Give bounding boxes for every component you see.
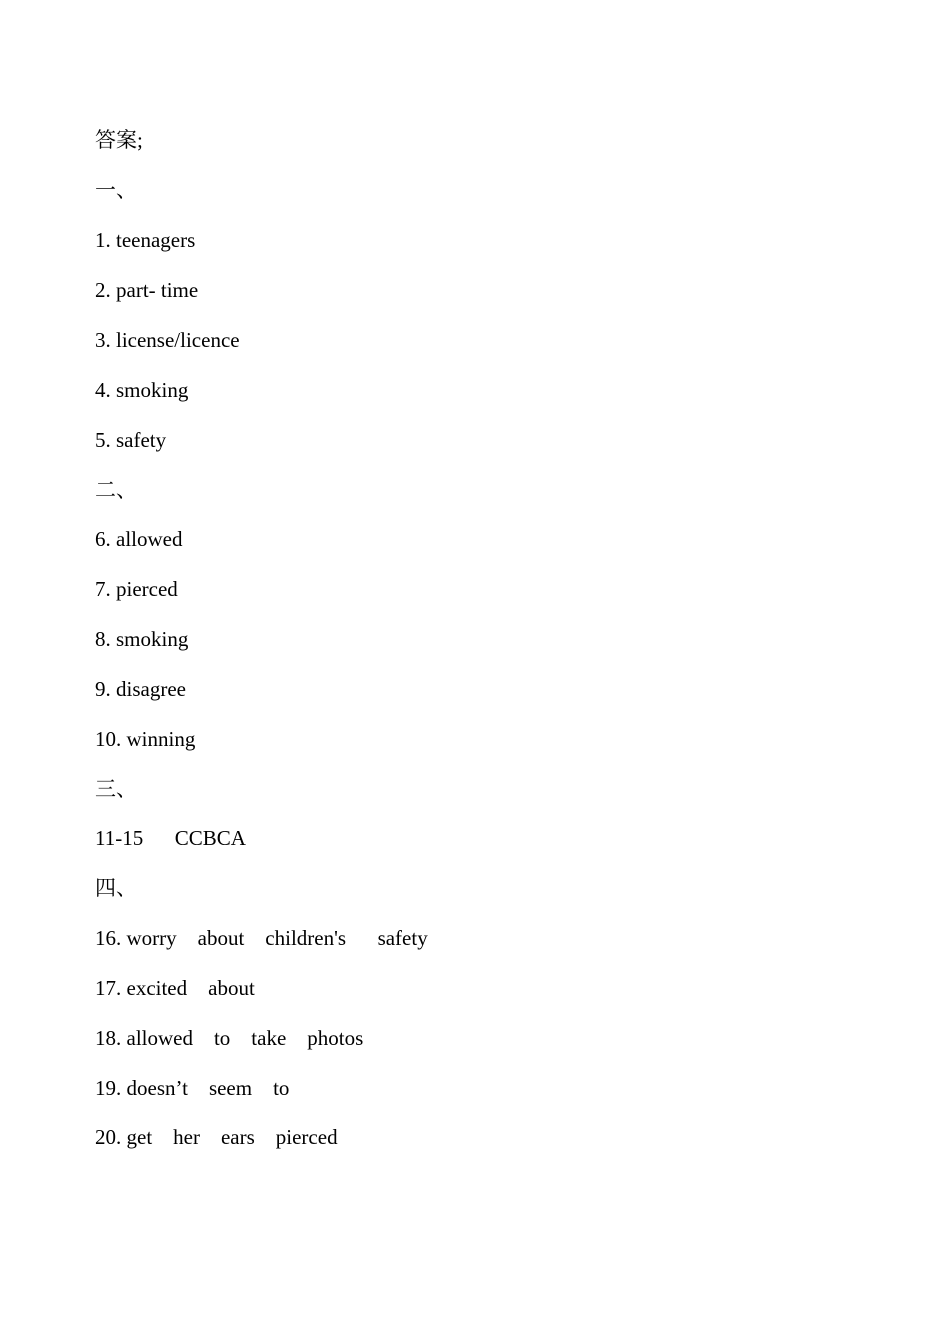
answer-item-1: 1. teenagers [95,228,196,252]
section-heading-4: 四、 [95,876,137,900]
answer-item-2: 2. part- time [95,278,199,302]
answer-item-19: 19. doesn’t seem to [95,1076,290,1100]
answer-item-5: 5. safety [95,428,167,452]
answer-item-4: 4. smoking [95,378,189,402]
answer-title: 答案; [95,128,143,152]
answer-item-6: 6. allowed [95,527,183,551]
answer-item-20: 20. get her ears pierced [95,1125,338,1149]
section-heading-2: 二、 [95,478,137,502]
answer-item-3: 3. license/licence [95,328,240,352]
answer-item-17: 17. excited about [95,976,255,1000]
answer-item-16: 16. worry about children's safety [95,926,428,950]
answer-item-9: 9. disagree [95,677,186,701]
section-heading-3: 三、 [95,777,137,801]
answer-item-18: 18. allowed to take photos [95,1026,364,1050]
answer-item-8: 8. smoking [95,627,189,651]
answer-item-11-15: 11-15 CCBCA [95,826,246,850]
answer-item-10: 10. winning [95,727,196,751]
answer-item-7: 7. pierced [95,577,178,601]
section-heading-1: 一、 [95,178,137,202]
